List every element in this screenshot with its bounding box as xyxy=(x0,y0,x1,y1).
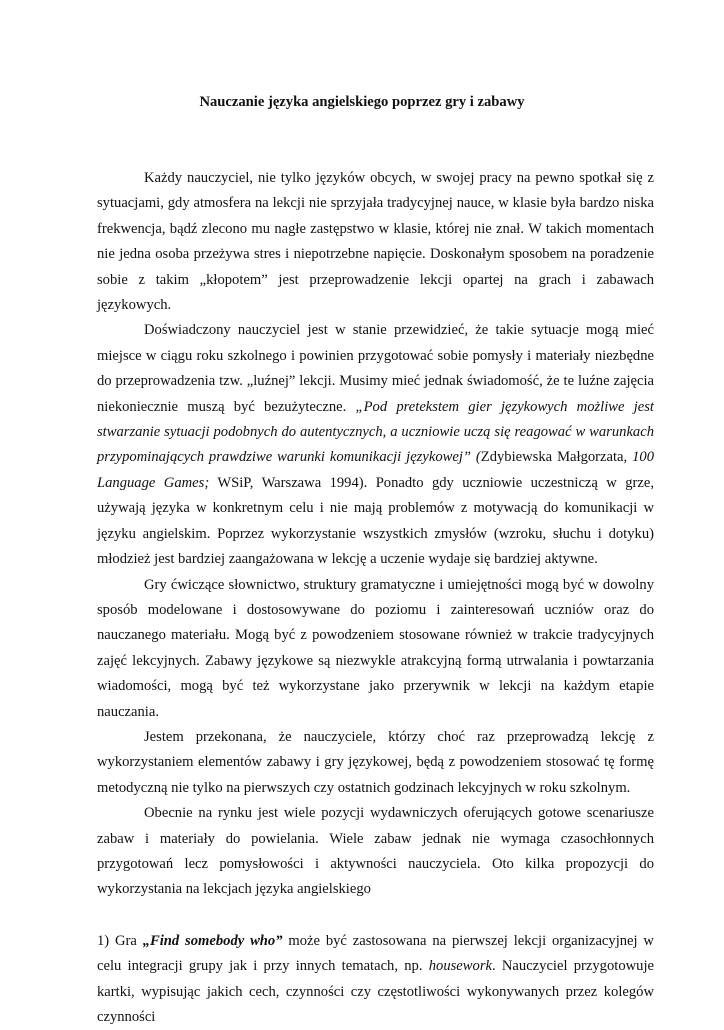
document-body xyxy=(97,166,654,1030)
list-number: 1) Gra xyxy=(97,932,143,949)
paragraph-text: WSiP, Warszawa 1994). Ponadto gdy uczniowie uczestniczą w grze, używają języka w konkretnym celu i nie mają problemów z motywacją do komunikacji w języku angielskim. Poprzez wykorzystanie wszystkich zmysłów (wzroku, słuchu i dotyku) młodzież jest bardziej zaangażowana w lekcję a uczenie wydaje się bardziej aktywne. xyxy=(97,474,654,568)
paragraph-experienced-teacher xyxy=(97,318,654,572)
citation-comma: , xyxy=(623,449,633,466)
citation-author: Zdybiewska Małgorzata xyxy=(480,449,624,466)
paragraph-text: może być zastosowana na pierwszej lekcji organizacyjnej w celu integracji grupy jak i przy innych tematach, np. xyxy=(97,932,654,975)
paragraph-conviction: Jestem przekonana, że nauczyciele, którzy choć raz przeprowadzą lekcję z wykorzystaniem elementów zabawy i gry językowej, będą z powodzeniem stosować tę formę metodyczną nie tylko na pierwszych czy ostatnich godzinach lekcyjnych w roku szkolnym. xyxy=(97,728,654,796)
citation-book-title: 100 Language Games; xyxy=(97,449,654,491)
game-name: „Find somebody who” xyxy=(142,932,283,949)
paragraph-games-vocabulary: Gry ćwiczące słownictwo, struktury gramatyczne i umiejętności mogą być w dowolny sposób modelowane i dostosowywane do poziomu i zainteresowań uczniów oraz do nauczanego materiału. Mogą być z powodzeniem stosowane również w trakcie tradycyjnych zajęć lekcyjnych. Zabawy językowe są niezwykle atrakcyjną formą utrwalania i powtarzania wiadomości, mogą być też wykorzystane jako przerywnik w lekcji na każdym etapie nauczania. xyxy=(97,576,654,720)
quotation: „Pod pretekstem gier językowych możliwe jest stwarzanie sytuacji podobnych do autentycznych, a uczniowie uczą się reagować w warunkach przypominających prawdziwe warunki komunikacji językowej” ( xyxy=(97,398,654,466)
paragraph-intro: Każdy nauczyciel, nie tylko języków obcych, w swojej pracy na pewno spotkał się z sytuacjami, gdy atmosfera na lekcji nie sprzyjała tradycyjnej nauce, w klasie była bardzo niska frekwencja, bądź zlecono mu nagłe zastępstwo w klasie, której nie znał. W takich momentach nie jedna osoba przeżywa stres i niepotrzebne napięcie. Doskonałym sposobem na poradzenie sobie z takim „kłopotem” jest przeprowadzenie lekcji opartej na grach i zabawach językowych. xyxy=(97,170,654,314)
example-term: housework xyxy=(428,958,492,975)
list-item-find-somebody-who xyxy=(97,929,654,1030)
document-title: Nauczanie języka angielskiego poprzez gry i zabawy xyxy=(199,94,525,110)
paragraph-text: Doświadczony nauczyciel jest w stanie przewidzieć, że takie sytuacje mogą mieć miejsce w ciągu roku szkolnego i powinien przygotować sobie pomysły i materiały niezbędne do przeprowadzenia tzw. „luźnej” lekcji. Musimy mieć jednak świadomość, że te luźne zajęcia niekoniecznie muszą być bezużyteczne. xyxy=(97,322,654,415)
paragraph-text: . Nauczyciel przygotowuje kartki, wypisując jakich cech, czynności czy częstotliwości wykonywanych przez kolegów czynności xyxy=(97,958,654,1025)
paragraph-publications: Obecnie na rynku jest wiele pozycji wydawniczych oferujących gotowe scenariusze zabaw i materiały do powielania. Wiele zabaw jednak nie wymaga czasochłonnych przygotowań lecz pomysłowości i aktywności nauczyciela. Oto kilka propozycji do wykorzystania na lekcjach języka angielskiego xyxy=(97,805,654,898)
